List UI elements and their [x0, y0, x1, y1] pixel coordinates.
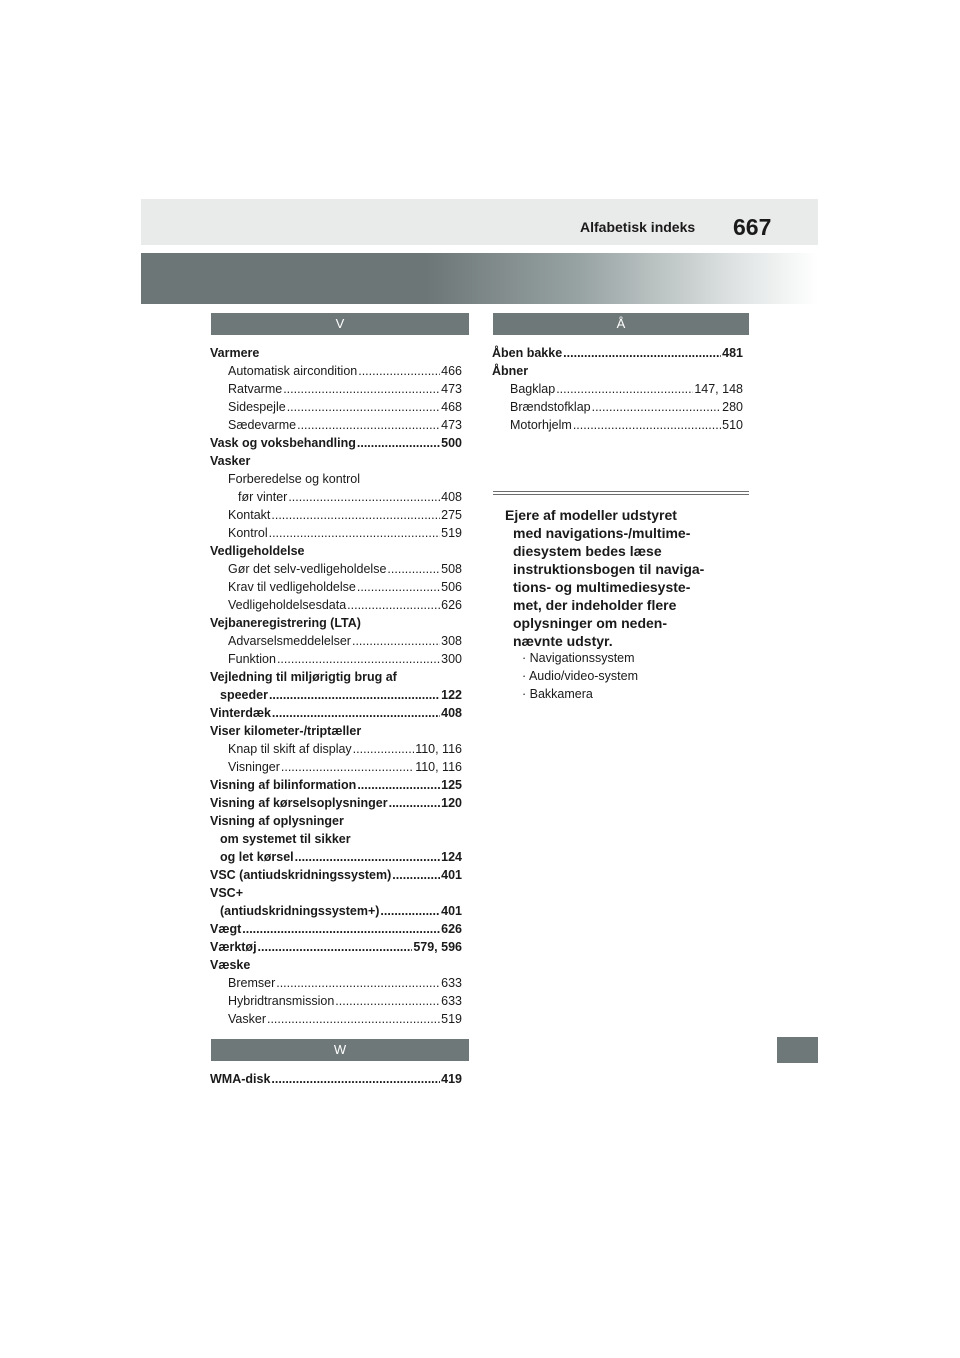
dot-leader: [335, 992, 440, 1010]
index-entry: [210, 722, 462, 740]
index-entry-term: Visninger: [228, 760, 280, 774]
notice-bullet-item: · Bakkamera: [522, 687, 593, 701]
index-entry-term: Motorhjelm: [510, 418, 572, 432]
dot-leader: [277, 650, 440, 668]
dot-leader: [288, 488, 440, 506]
index-entry: [210, 884, 462, 902]
index-entry-term: speeder: [220, 688, 268, 702]
index-entry-term: Brændstofklap: [510, 400, 591, 414]
notice-line: diesystem bedes læse: [513, 543, 662, 559]
dot-leader: [352, 632, 440, 650]
index-entry: [210, 524, 462, 542]
index-entry-page: 466: [441, 364, 462, 378]
index-entry: [210, 650, 462, 668]
index-entry: [210, 1010, 462, 1028]
dot-leader: [258, 938, 413, 956]
index-entry-term: Hybridtransmission: [228, 994, 335, 1008]
dot-leader: [297, 416, 440, 434]
index-entry-page: 275: [441, 508, 462, 522]
index-entry-page: 633: [441, 976, 462, 990]
notice-line: met, der indeholder flere: [513, 597, 677, 613]
index-entry: [210, 794, 462, 812]
index-entry-term: Væske: [210, 958, 251, 972]
notice-rule-top: [493, 491, 749, 492]
dot-leader: [269, 524, 441, 542]
dot-leader: [357, 578, 440, 596]
dot-leader: [271, 506, 440, 524]
index-entry-term: Vinterdæk: [210, 706, 271, 720]
index-entry-term: Advarselsmeddelelser: [228, 634, 351, 648]
dot-leader: [353, 740, 415, 758]
index-entry-page: 401: [441, 904, 462, 918]
index-entry-page: 408: [441, 706, 462, 720]
index-entry-page: 468: [441, 400, 462, 414]
notice-rule-bottom: [493, 494, 749, 495]
index-entry: [210, 866, 462, 884]
index-entry: [492, 344, 743, 362]
notice-bullet-item: · Navigationssystem: [522, 651, 635, 665]
dot-leader: [269, 686, 440, 704]
dot-leader: [347, 596, 440, 614]
header-title: Alfabetisk indeks: [580, 219, 696, 235]
index-entry-term: Visning af kørselsoplysninger: [210, 796, 388, 810]
index-list-v: [210, 344, 462, 1028]
index-entry-term: Visning af bilinformation: [210, 778, 357, 792]
index-entry-term: om systemet til sikker: [220, 832, 351, 846]
index-entry-term: (antiudskridningssystem+): [220, 904, 380, 918]
dot-leader: [271, 1070, 440, 1088]
index-entry: [210, 380, 462, 398]
index-entry-page: 500: [441, 436, 462, 450]
dot-leader: [357, 434, 440, 452]
side-tab-marker: [777, 1037, 818, 1063]
index-entry-page: 419: [441, 1072, 462, 1086]
index-entry-page: 401: [441, 868, 462, 882]
index-entry: [492, 380, 743, 398]
index-entry-term: Varmere: [210, 346, 260, 360]
index-entry-term: Vejbaneregistrering (LTA): [210, 616, 361, 630]
index-entry-term: Vask og voksbehandling: [210, 436, 356, 450]
index-entry-term: Vasker: [228, 1012, 266, 1026]
index-entry-page: 473: [441, 418, 462, 432]
index-entry: [210, 560, 462, 578]
index-entry-page: 124: [441, 850, 462, 864]
index-entry-page: 519: [441, 1012, 462, 1026]
notice-line: nævnte udstyr.: [513, 633, 613, 649]
notice-bullet-item: · Audio/video-system: [522, 669, 639, 683]
index-entry: [210, 668, 462, 686]
index-entry: [210, 470, 462, 488]
index-entry-page: 506: [441, 580, 462, 594]
section-header-v: V: [211, 313, 469, 335]
dot-leader: [242, 920, 440, 938]
dot-leader: [287, 398, 440, 416]
index-entry-term: Knap til skift af display: [228, 742, 352, 756]
index-entry-page: 481: [722, 346, 743, 360]
index-entry-page: 280: [722, 400, 743, 414]
dot-leader: [295, 848, 441, 866]
index-entry: [210, 596, 462, 614]
notice-line: tions- og multimediesyste-: [513, 579, 691, 595]
index-entry-term: Vedligeholdelsesdata: [228, 598, 347, 612]
index-entry-term: og let kørsel: [220, 850, 294, 864]
index-entry: [210, 398, 462, 416]
index-entry: [210, 902, 462, 920]
index-entry: [210, 362, 462, 380]
index-entry: [210, 938, 462, 956]
index-entry: [210, 488, 462, 506]
index-entry-term: Ratvarme: [228, 382, 283, 396]
index-entry-term: Bagklap: [510, 382, 556, 396]
index-entry-term: VSC (antiudskridningssystem): [210, 868, 392, 882]
index-entry: [492, 416, 743, 434]
index-entry-page: 633: [441, 994, 462, 1008]
index-entry-term: Sidespejle: [228, 400, 286, 414]
index-entry-term: Åbner: [492, 364, 529, 378]
index-entry: [210, 974, 462, 992]
decorative-band: [141, 253, 818, 304]
index-entry: [492, 362, 743, 380]
index-entry: [210, 434, 462, 452]
dot-leader: [592, 398, 722, 416]
dot-leader: [276, 974, 440, 992]
index-entry: [210, 758, 462, 776]
index-entry-term: Sædevarme: [228, 418, 297, 432]
index-entry-page: 626: [441, 922, 462, 936]
index-entry-page: 519: [441, 526, 462, 540]
index-entry-page: 408: [441, 490, 462, 504]
index-list-w: [210, 1070, 462, 1088]
dot-leader: [272, 704, 440, 722]
index-entry-term: Vægt: [210, 922, 242, 936]
page-header-bar: [141, 199, 818, 245]
index-entry: [210, 776, 462, 794]
index-entry: [210, 452, 462, 470]
index-entry-term: Gør det selv-vedligeholdelse: [228, 562, 387, 576]
index-entry-term: Kontrol: [228, 526, 268, 540]
index-entry-page: 300: [441, 652, 462, 666]
dot-leader: [573, 416, 721, 434]
index-entry: [210, 704, 462, 722]
index-entry-term: Funktion: [228, 652, 276, 666]
section-header-aa: Å: [493, 313, 749, 335]
dot-leader: [283, 380, 440, 398]
index-entry: [210, 578, 462, 596]
index-entry-term: Viser kilometer-/triptæller: [210, 724, 362, 738]
index-entry-page: 308: [441, 634, 462, 648]
index-entry: [210, 830, 462, 848]
index-entry: [210, 848, 462, 866]
notice-text: [505, 506, 755, 650]
index-entry-page: 147, 148: [694, 382, 743, 396]
index-list-aa: [492, 344, 743, 434]
index-entry-page: 473: [441, 382, 462, 396]
index-entry-page: 125: [441, 778, 462, 792]
index-entry: [210, 506, 462, 524]
index-entry: [210, 542, 462, 560]
index-entry-term: Vedligeholdelse: [210, 544, 305, 558]
notice-bullets: [522, 649, 638, 703]
dot-leader: [389, 794, 441, 812]
page-number: 667: [733, 214, 772, 240]
dot-leader: [563, 344, 721, 362]
index-entry: [210, 686, 462, 704]
index-entry: [210, 632, 462, 650]
index-entry-term: Automatisk aircondition: [228, 364, 358, 378]
notice-line: med navigations-/multime-: [513, 525, 691, 541]
notice-line: Ejere af modeller udstyret: [505, 507, 677, 523]
index-entry: [210, 992, 462, 1010]
dot-leader: [556, 380, 693, 398]
index-entry-page: 110, 116: [415, 742, 462, 756]
index-entry-page: 122: [441, 688, 462, 702]
dot-leader: [281, 758, 414, 776]
dot-leader: [357, 776, 440, 794]
index-entry-term: VSC+: [210, 886, 244, 900]
dot-leader: [358, 362, 440, 380]
index-entry-page: 626: [441, 598, 462, 612]
dot-leader: [380, 902, 440, 920]
index-entry-term: Værktøj: [210, 940, 257, 954]
index-entry-term: før vinter: [238, 490, 288, 504]
index-entry-page: 508: [441, 562, 462, 576]
index-entry-page: 510: [722, 418, 743, 432]
index-entry: [210, 920, 462, 938]
index-entry: [210, 344, 462, 362]
dot-leader: [392, 866, 440, 884]
index-entry: [210, 416, 462, 434]
index-entry-page: 120: [441, 796, 462, 810]
index-entry: [210, 956, 462, 974]
index-entry: [492, 398, 743, 416]
index-entry-term: Visning af oplysninger: [210, 814, 344, 828]
notice-line: instruktionsbogen til naviga-: [513, 561, 705, 577]
index-entry-term: Kontakt: [228, 508, 271, 522]
index-entry-term: WMA-disk: [210, 1072, 271, 1086]
section-header-w: W: [211, 1039, 469, 1061]
dot-leader: [267, 1010, 440, 1028]
index-entry-page: 110, 116: [415, 760, 462, 774]
index-entry-term: Krav til vedligeholdelse: [228, 580, 356, 594]
index-entry-page: 579, 596: [413, 940, 462, 954]
dot-leader: [387, 560, 440, 578]
index-entry-term: Forberedelse og kontrol: [228, 472, 361, 486]
index-entry-term: Åben bakke: [492, 346, 563, 360]
index-entry: [210, 740, 462, 758]
notice-line: oplysninger om neden-: [513, 615, 668, 631]
index-entry: [210, 614, 462, 632]
index-entry-term: Bremser: [228, 976, 276, 990]
index-entry-term: Vasker: [210, 454, 251, 468]
index-entry: [210, 812, 462, 830]
index-entry-term: Vejledning til miljørigtig brug af: [210, 670, 397, 684]
index-entry: [210, 1070, 462, 1088]
